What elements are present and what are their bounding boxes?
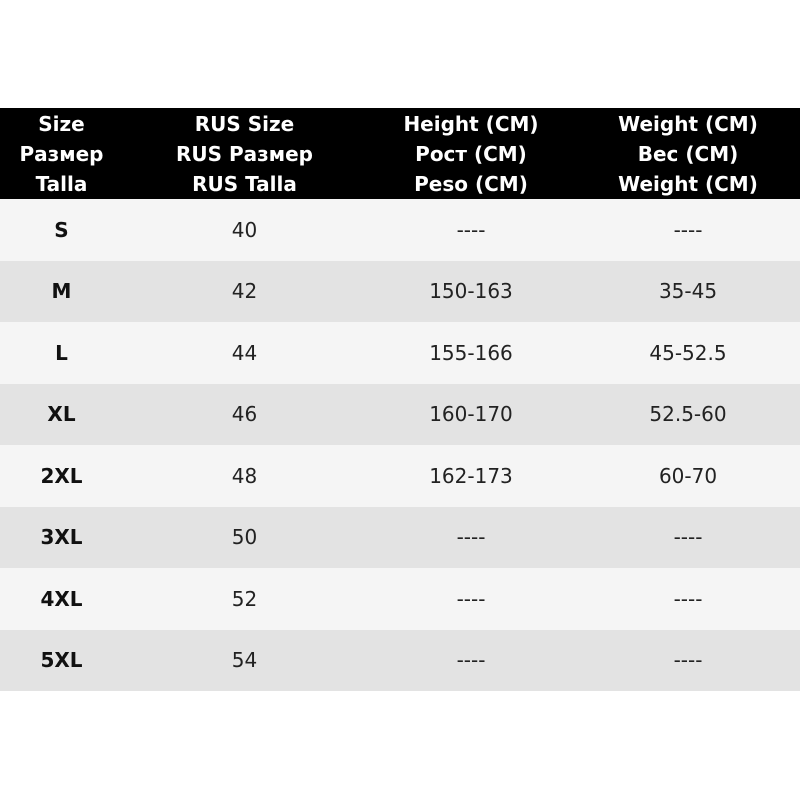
height-cell: 162-173 xyxy=(429,463,513,488)
table-row xyxy=(0,630,800,692)
table-row xyxy=(0,261,800,323)
table-row xyxy=(0,568,800,630)
weight-cell: ---- xyxy=(673,525,703,550)
table-row xyxy=(0,199,800,261)
table-row xyxy=(0,384,800,446)
size-chart-table xyxy=(0,108,800,691)
rus-size-cell: 54 xyxy=(231,648,258,673)
height-cell: ---- xyxy=(456,586,486,611)
header-size: Size Размер Talla xyxy=(19,111,104,196)
header-height: Height (CM) Рост (CM) Peso (CM) xyxy=(403,111,539,196)
weight-cell: 45-52.5 xyxy=(649,340,727,365)
header-rus-size: RUS Size RUS Размер RUS Talla xyxy=(175,111,313,196)
height-cell: 160-170 xyxy=(429,402,513,427)
rus-size-cell: 46 xyxy=(231,402,258,427)
table-header-row xyxy=(0,108,800,199)
rus-size-cell: 40 xyxy=(231,217,258,242)
size-cell: S xyxy=(54,217,69,242)
size-cell: 4XL xyxy=(40,586,83,611)
height-cell: 150-163 xyxy=(429,279,513,304)
table-row xyxy=(0,445,800,507)
size-cell: 2XL xyxy=(40,463,83,488)
weight-cell: ---- xyxy=(673,217,703,242)
header-weight: Weight (CM) Вес (CM) Weight (CM) xyxy=(618,111,758,196)
rus-size-cell: 50 xyxy=(231,525,258,550)
size-cell: 3XL xyxy=(40,525,83,550)
table-row xyxy=(0,322,800,384)
weight-cell: 52.5-60 xyxy=(649,402,727,427)
table-row xyxy=(0,507,800,569)
height-cell: ---- xyxy=(456,648,486,673)
size-cell: XL xyxy=(47,402,76,427)
size-cell: L xyxy=(55,340,68,365)
height-cell: 155-166 xyxy=(429,340,513,365)
weight-cell: ---- xyxy=(673,586,703,611)
weight-cell: 35-45 xyxy=(658,279,718,304)
height-cell: ---- xyxy=(456,525,486,550)
rus-size-cell: 48 xyxy=(231,463,258,488)
rus-size-cell: 52 xyxy=(231,586,258,611)
size-cell: 5XL xyxy=(40,648,83,673)
weight-cell: ---- xyxy=(673,648,703,673)
rus-size-cell: 44 xyxy=(231,340,258,365)
weight-cell: 60-70 xyxy=(658,463,718,488)
size-cell: M xyxy=(51,279,72,304)
rus-size-cell: 42 xyxy=(231,279,258,304)
height-cell: ---- xyxy=(456,217,486,242)
